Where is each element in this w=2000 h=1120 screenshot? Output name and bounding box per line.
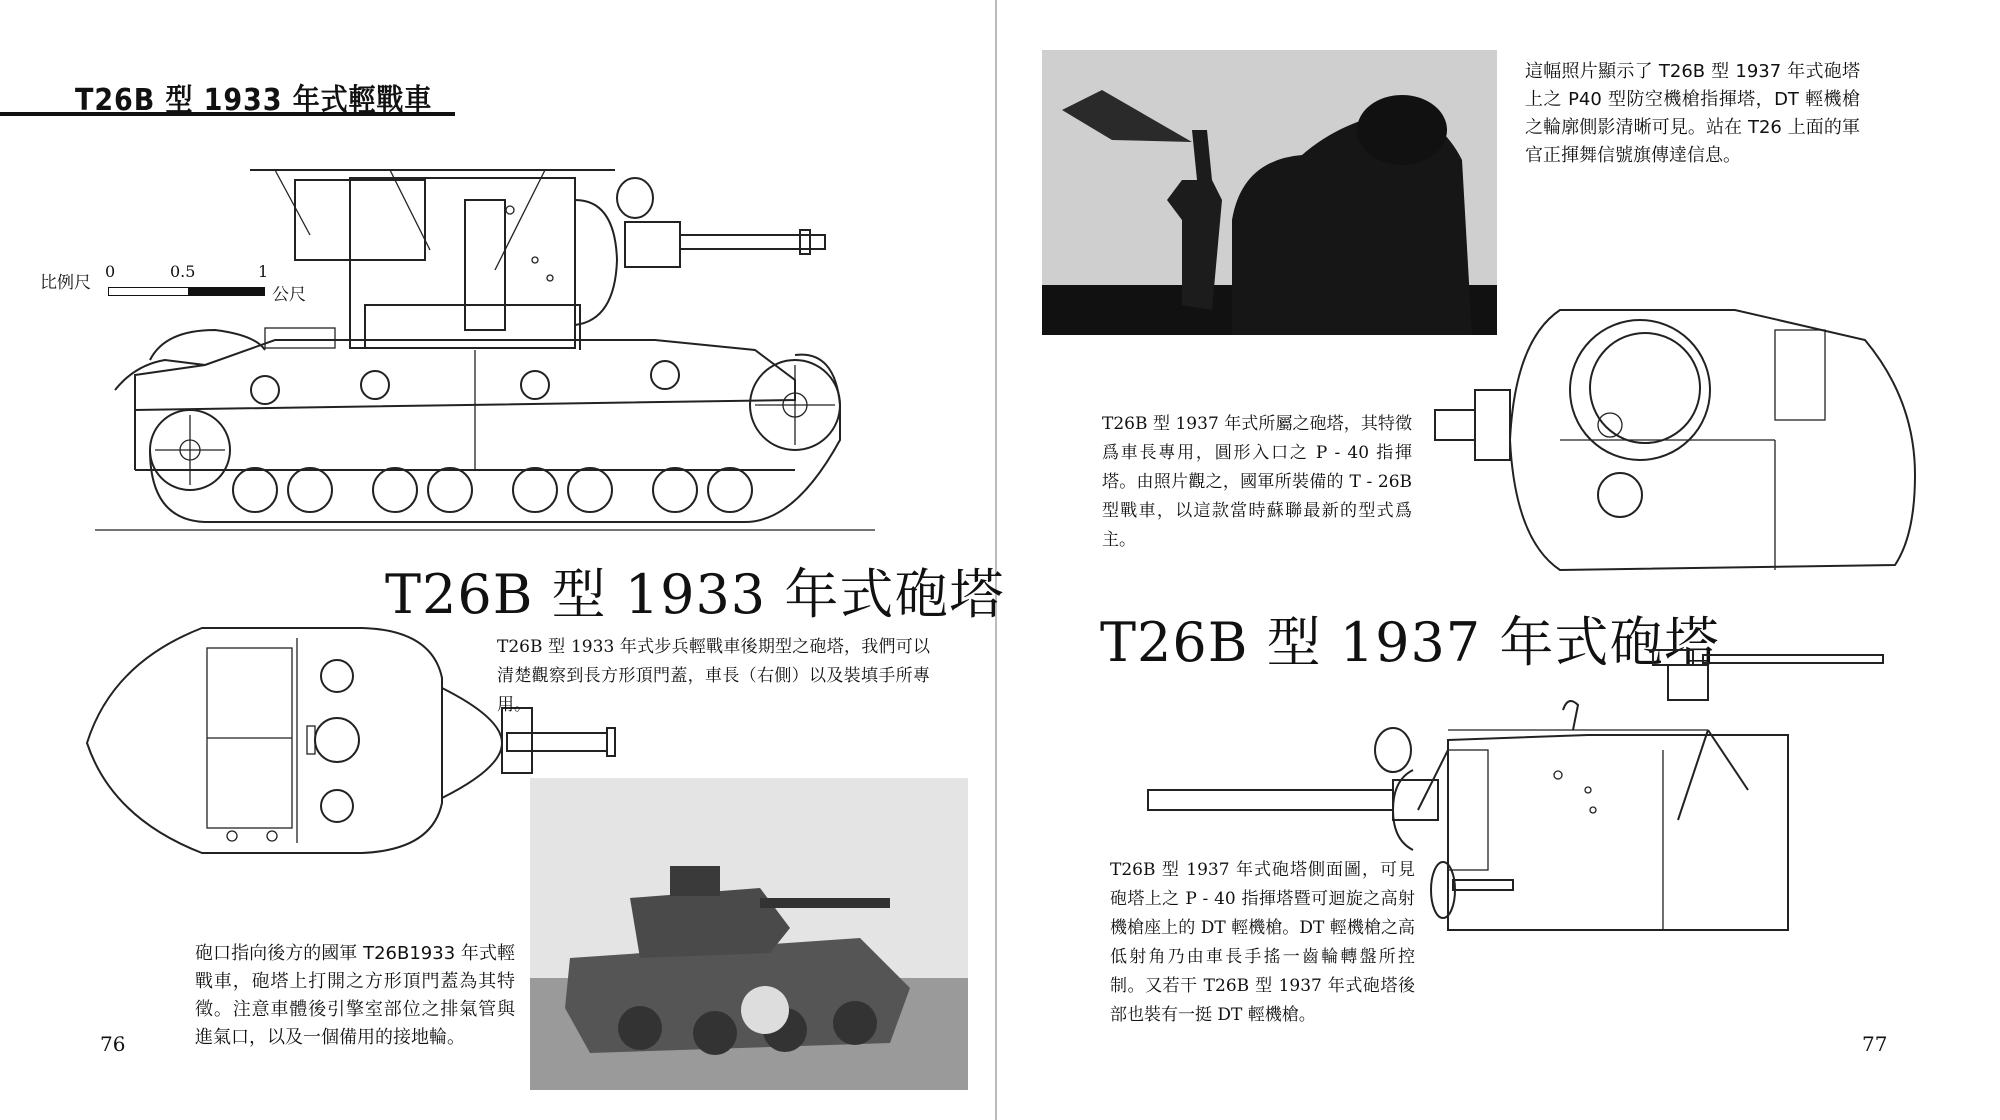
scale-tick-1: 1 (258, 262, 269, 281)
turret-1933-heading: T26B 型 1933 年式砲塔 (385, 563, 1005, 626)
photo-t26b-1933 (530, 778, 968, 1090)
turret-1937-side-text: T26B 型 1937 年式砲塔側面圖，可見砲塔上之 P - 40 指揮塔暨可迴旋之高射機槍座上的 DT 輕機槍。DT 輕機槍之高低射角乃由車長手搖一齒輪轉盤所控制。又若干 T26B 型 1937 年式砲塔後部也裝有一挺 DT 輕機槍。 (1110, 860, 1415, 1025)
photo-t26b-1937-silhouette (1042, 50, 1497, 335)
turret-1937-top-text: T26B 型 1937 年式所屬之砲塔，其特徵爲車長專用，圓形入口之 P - 40 指揮塔。由照片觀之，國軍所裝備的 T - 26B 型戰車，以這款當時蘇聯最新的型式爲主。 (1102, 414, 1412, 550)
tank-side-drawing (95, 150, 875, 540)
turret-1937-top-drawing (1435, 300, 1935, 575)
scale-label: 比例尺 (40, 273, 91, 293)
scale-tick-0: 0 (105, 262, 116, 281)
turret-1933-text: T26B 型 1933 年式步兵輕戰車後期型之砲塔，我們可以清楚觀察到長方形頂門蓋，車長（右側）以及裝填手所專用。 (497, 637, 930, 715)
photo-1933-caption: 砲口指向後方的國軍 T26B1933 年式輕戰車，砲塔上打開之方形頂門蓋為其特徵。注意車體後引擎室部位之排氣管與進氣口，以及一個備用的接地輪。 (195, 943, 515, 1048)
page-title: T26B 型 1933 年式輕戰車 (75, 83, 433, 118)
turret-1937-heading: T26B 型 1937 年式砲塔 (1100, 611, 1720, 674)
photo-1937-caption: 這幅照片顯示了 T26B 型 1937 年式砲塔上之 P40 型防空機槍指揮塔，DT 輕機槍之輪廓側影清晰可見。站在 T26 上面的軍官正揮舞信號旗傳達信息。 (1525, 61, 1860, 166)
page-number-left: 76 (100, 1032, 126, 1056)
scale-tick-half: 0.5 (170, 262, 196, 281)
page-number-right: 77 (1862, 1032, 1888, 1056)
scale-bar-black (188, 287, 265, 296)
scale-bar-white (108, 287, 190, 296)
scale-unit: 公尺 (272, 285, 306, 305)
